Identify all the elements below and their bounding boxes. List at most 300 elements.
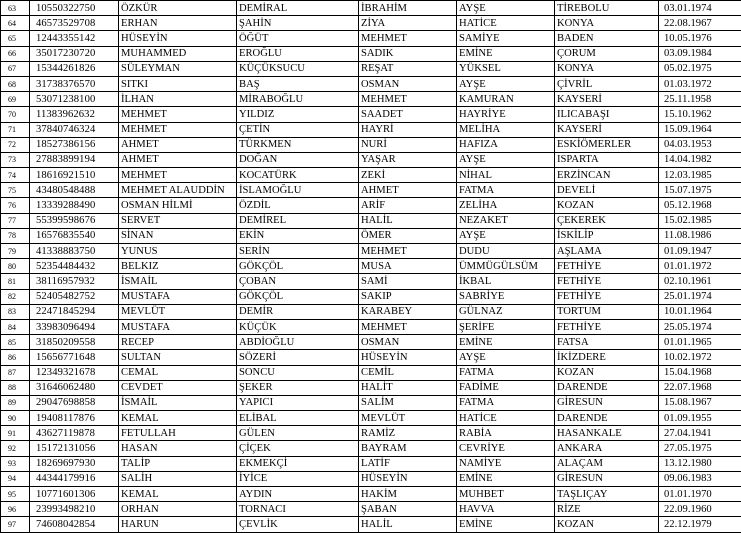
table-row <box>1 365 741 380</box>
first-name-cell: AHMET <box>119 137 237 152</box>
id-number-cell: 31738376570 <box>30 76 119 91</box>
mother-name-cell: AYŞE <box>457 228 555 243</box>
mother-name-cell: HATİCE <box>457 411 555 426</box>
id-number-cell: 31646062480 <box>30 380 119 395</box>
table-row <box>1 411 741 426</box>
birthplace-cell: KAYSERİ <box>555 122 659 137</box>
table-row <box>1 244 741 259</box>
first-name-cell: MEHMET <box>119 168 237 183</box>
mother-name-cell: AYŞE <box>457 350 555 365</box>
father-name-cell: ZİYA <box>359 16 457 31</box>
last-name-cell: BAŞ <box>237 76 359 91</box>
first-name-cell: KEMAL <box>119 411 237 426</box>
birth-date-cell: 03.01.1974 <box>659 1 741 16</box>
last-name-cell: KOCATÜRK <box>237 168 359 183</box>
father-name-cell: OSMAN <box>359 76 457 91</box>
id-number-cell: 33983096494 <box>30 319 119 334</box>
table-row <box>1 319 741 334</box>
first-name-cell: HARUN <box>119 517 237 532</box>
first-name-cell: OSMAN HİLMİ <box>119 198 237 213</box>
id-number-cell: 41338883750 <box>30 244 119 259</box>
id-number-cell: 22471845294 <box>30 304 119 319</box>
table-row <box>1 168 741 183</box>
id-number-cell: 55399598676 <box>30 213 119 228</box>
first-name-cell: ERHAN <box>119 16 237 31</box>
mother-name-cell: EMİNE <box>457 517 555 532</box>
row-number-cell: 83 <box>1 304 30 319</box>
last-name-cell: TÜRKMEN <box>237 137 359 152</box>
birth-date-cell: 04.03.1953 <box>659 137 741 152</box>
father-name-cell: HALİT <box>359 380 457 395</box>
first-name-cell: İSMAİL <box>119 274 237 289</box>
last-name-cell: AYDIN <box>237 487 359 502</box>
row-number-cell: 95 <box>1 487 30 502</box>
first-name-cell: MEVLÜT <box>119 304 237 319</box>
id-number-cell: 38116957932 <box>30 274 119 289</box>
birth-date-cell: 01.09.1947 <box>659 244 741 259</box>
first-name-cell: SİNAN <box>119 228 237 243</box>
id-number-cell: 10771601306 <box>30 487 119 502</box>
id-number-cell: 12349321678 <box>30 365 119 380</box>
mother-name-cell: HAFIZA <box>457 137 555 152</box>
father-name-cell: HALİL <box>359 213 457 228</box>
father-name-cell: İBRAHİM <box>359 1 457 16</box>
birthplace-cell: FETHİYE <box>555 274 659 289</box>
id-number-cell: 52405482752 <box>30 289 119 304</box>
birth-date-cell: 05.12.1968 <box>659 198 741 213</box>
first-name-cell: ORHAN <box>119 502 237 517</box>
birthplace-cell: İKİZDERE <box>555 350 659 365</box>
first-name-cell: ÖZKÜR <box>119 1 237 16</box>
mother-name-cell: MELİHA <box>457 122 555 137</box>
id-number-cell: 43627119878 <box>30 426 119 441</box>
mother-name-cell: RABİA <box>457 426 555 441</box>
first-name-cell: HÜSEYİN <box>119 31 237 46</box>
birth-date-cell: 25.11.1958 <box>659 92 741 107</box>
row-number-cell: 81 <box>1 274 30 289</box>
last-name-cell: TORNACI <box>237 502 359 517</box>
id-number-cell: 35017230720 <box>30 46 119 61</box>
first-name-cell: TALİP <box>119 456 237 471</box>
birth-date-cell: 09.06.1983 <box>659 471 741 486</box>
first-name-cell: İLHAN <box>119 92 237 107</box>
last-name-cell: ŞEKER <box>237 380 359 395</box>
row-number-cell: 76 <box>1 198 30 213</box>
first-name-cell: SERVET <box>119 213 237 228</box>
last-name-cell: EROĞLU <box>237 46 359 61</box>
last-name-cell: EKİN <box>237 228 359 243</box>
id-number-cell: 16576835540 <box>30 228 119 243</box>
row-number-cell: 78 <box>1 228 30 243</box>
father-name-cell: HALİL <box>359 517 457 532</box>
row-number-cell: 86 <box>1 350 30 365</box>
table-row <box>1 213 741 228</box>
birth-date-cell: 10.01.1964 <box>659 304 741 319</box>
last-name-cell: ÇEVLİK <box>237 517 359 532</box>
father-name-cell: HAKİM <box>359 487 457 502</box>
table-row <box>1 152 741 167</box>
table-row <box>1 76 741 91</box>
birth-date-cell: 12.03.1985 <box>659 168 741 183</box>
birthplace-cell: ISPARTA <box>555 152 659 167</box>
row-number-cell: 69 <box>1 92 30 107</box>
id-number-cell: 44344179916 <box>30 471 119 486</box>
row-number-cell: 87 <box>1 365 30 380</box>
birth-date-cell: 22.09.1960 <box>659 502 741 517</box>
mother-name-cell: FADİME <box>457 380 555 395</box>
first-name-cell: YUNUS <box>119 244 237 259</box>
mother-name-cell: EMİNE <box>457 46 555 61</box>
birth-date-cell: 02.10.1961 <box>659 274 741 289</box>
birthplace-cell: ERZİNCAN <box>555 168 659 183</box>
first-name-cell: İSMAİL <box>119 395 237 410</box>
last-name-cell: KÜÇÜK <box>237 319 359 334</box>
table-row <box>1 198 741 213</box>
row-number-cell: 68 <box>1 76 30 91</box>
row-number-cell: 84 <box>1 319 30 334</box>
mother-name-cell: KAMURAN <box>457 92 555 107</box>
birth-date-cell: 10.05.1976 <box>659 31 741 46</box>
birthplace-cell: FETHİYE <box>555 289 659 304</box>
last-name-cell: GÜLEN <box>237 426 359 441</box>
first-name-cell: MUHAMMED <box>119 46 237 61</box>
table-row <box>1 183 741 198</box>
father-name-cell: MEHMET <box>359 244 457 259</box>
id-number-cell: 19408117876 <box>30 411 119 426</box>
father-name-cell: HÜSEYİN <box>359 350 457 365</box>
first-name-cell: SULTAN <box>119 350 237 365</box>
table-row <box>1 259 741 274</box>
id-number-cell: 11383962632 <box>30 107 119 122</box>
first-name-cell: MEHMET ALAUDDİN <box>119 183 237 198</box>
id-number-cell: 46573529708 <box>30 16 119 31</box>
last-name-cell: SÖZERİ <box>237 350 359 365</box>
first-name-cell: BELKIZ <box>119 259 237 274</box>
id-number-cell: 27883899194 <box>30 152 119 167</box>
id-number-cell: 15656771648 <box>30 350 119 365</box>
row-number-cell: 74 <box>1 168 30 183</box>
mother-name-cell: YÜKSEL <box>457 61 555 76</box>
father-name-cell: MEHMET <box>359 92 457 107</box>
mother-name-cell: SABRİYE <box>457 289 555 304</box>
mother-name-cell: NİHAL <box>457 168 555 183</box>
mother-name-cell: MUHBET <box>457 487 555 502</box>
table-row <box>1 61 741 76</box>
row-number-cell: 71 <box>1 122 30 137</box>
table-row <box>1 380 741 395</box>
last-name-cell: DEMİR <box>237 304 359 319</box>
row-number-cell: 66 <box>1 46 30 61</box>
row-number-cell: 65 <box>1 31 30 46</box>
last-name-cell: ŞAHİN <box>237 16 359 31</box>
row-number-cell: 79 <box>1 244 30 259</box>
id-number-cell: 13339288490 <box>30 198 119 213</box>
last-name-cell: DEMİREL <box>237 213 359 228</box>
birth-date-cell: 15.10.1962 <box>659 107 741 122</box>
birthplace-cell: ESKİÖMERLER <box>555 137 659 152</box>
first-name-cell: MUSTAFA <box>119 319 237 334</box>
row-number-cell: 82 <box>1 289 30 304</box>
table-row <box>1 426 741 441</box>
father-name-cell: SADIK <box>359 46 457 61</box>
row-number-cell: 67 <box>1 61 30 76</box>
first-name-cell: RECEP <box>119 335 237 350</box>
id-number-cell: 43480548488 <box>30 183 119 198</box>
table-row <box>1 274 741 289</box>
id-number-cell: 29047698858 <box>30 395 119 410</box>
father-name-cell: RAMİZ <box>359 426 457 441</box>
mother-name-cell: HAYRİYE <box>457 107 555 122</box>
birth-date-cell: 03.09.1984 <box>659 46 741 61</box>
birth-date-cell: 15.09.1964 <box>659 122 741 137</box>
mother-name-cell: FATMA <box>457 365 555 380</box>
first-name-cell: CEVDET <box>119 380 237 395</box>
father-name-cell: CEMİL <box>359 365 457 380</box>
birth-date-cell: 22.12.1979 <box>659 517 741 532</box>
row-number-cell: 75 <box>1 183 30 198</box>
id-number-cell: 37840746324 <box>30 122 119 137</box>
father-name-cell: SAMİ <box>359 274 457 289</box>
last-name-cell: ELİBAL <box>237 411 359 426</box>
table-row <box>1 107 741 122</box>
birth-date-cell: 15.04.1968 <box>659 365 741 380</box>
row-number-cell: 72 <box>1 137 30 152</box>
id-number-cell: 18269697930 <box>30 456 119 471</box>
last-name-cell: ÇİÇEK <box>237 441 359 456</box>
mother-name-cell: ŞERİFE <box>457 319 555 334</box>
last-name-cell: SERİN <box>237 244 359 259</box>
birth-date-cell: 22.08.1967 <box>659 16 741 31</box>
last-name-cell: YILDIZ <box>237 107 359 122</box>
birth-date-cell: 15.08.1967 <box>659 395 741 410</box>
row-number-cell: 93 <box>1 456 30 471</box>
id-number-cell: 15344261826 <box>30 61 119 76</box>
father-name-cell: SAADET <box>359 107 457 122</box>
mother-name-cell: HAVVA <box>457 502 555 517</box>
last-name-cell: ABDİOĞLU <box>237 335 359 350</box>
mother-name-cell: AYŞE <box>457 76 555 91</box>
table-row <box>1 304 741 319</box>
table-row <box>1 441 741 456</box>
row-number-cell: 80 <box>1 259 30 274</box>
id-number-cell: 10550322750 <box>30 1 119 16</box>
birth-date-cell: 25.01.1974 <box>659 289 741 304</box>
last-name-cell: GÖKÇÖL <box>237 259 359 274</box>
last-name-cell: DOĞAN <box>237 152 359 167</box>
birthplace-cell: FATSA <box>555 335 659 350</box>
birth-date-cell: 01.01.1972 <box>659 259 741 274</box>
row-number-cell: 77 <box>1 213 30 228</box>
birthplace-cell: ÇİVRİL <box>555 76 659 91</box>
father-name-cell: NURİ <box>359 137 457 152</box>
birthplace-cell: KOZAN <box>555 365 659 380</box>
birthplace-cell: BADEN <box>555 31 659 46</box>
mother-name-cell: ÜMMÜGÜLSÜM <box>457 259 555 274</box>
mother-name-cell: AYŞE <box>457 152 555 167</box>
father-name-cell: KARABEY <box>359 304 457 319</box>
row-number-cell: 70 <box>1 107 30 122</box>
birth-date-cell: 11.08.1986 <box>659 228 741 243</box>
father-name-cell: MEHMET <box>359 319 457 334</box>
birthplace-cell: HASANKALE <box>555 426 659 441</box>
birthplace-cell: KAYSERİ <box>555 92 659 107</box>
row-number-cell: 96 <box>1 502 30 517</box>
table-row <box>1 471 741 486</box>
mother-name-cell: NAMİYE <box>457 456 555 471</box>
birthplace-cell: KONYA <box>555 61 659 76</box>
last-name-cell: EKMEKÇİ <box>237 456 359 471</box>
birthplace-cell: FETHİYE <box>555 259 659 274</box>
father-name-cell: OSMAN <box>359 335 457 350</box>
last-name-cell: İSLAMOĞLU <box>237 183 359 198</box>
father-name-cell: ZEKİ <box>359 168 457 183</box>
first-name-cell: FETULLAH <box>119 426 237 441</box>
father-name-cell: AHMET <box>359 183 457 198</box>
id-number-cell: 52354484432 <box>30 259 119 274</box>
mother-name-cell: AYŞE <box>457 1 555 16</box>
last-name-cell: SONCU <box>237 365 359 380</box>
first-name-cell: CEMAL <box>119 365 237 380</box>
father-name-cell: ARİF <box>359 198 457 213</box>
father-name-cell: LATİF <box>359 456 457 471</box>
table-row <box>1 46 741 61</box>
first-name-cell: KEMAL <box>119 487 237 502</box>
row-number-cell: 64 <box>1 16 30 31</box>
father-name-cell: REŞAT <box>359 61 457 76</box>
mother-name-cell: EMİNE <box>457 335 555 350</box>
first-name-cell: MUSTAFA <box>119 289 237 304</box>
birthplace-cell: ÇORUM <box>555 46 659 61</box>
last-name-cell: ÖZDİL <box>237 198 359 213</box>
last-name-cell: ÇOBAN <box>237 274 359 289</box>
table-row <box>1 502 741 517</box>
father-name-cell: ŞABAN <box>359 502 457 517</box>
birth-date-cell: 01.09.1955 <box>659 411 741 426</box>
birthplace-cell: GİRESUN <box>555 395 659 410</box>
last-name-cell: DEMİRAL <box>237 1 359 16</box>
birthplace-cell: ANKARA <box>555 441 659 456</box>
mother-name-cell: FATMA <box>457 183 555 198</box>
row-number-cell: 85 <box>1 335 30 350</box>
first-name-cell: HASAN <box>119 441 237 456</box>
table-row <box>1 92 741 107</box>
first-name-cell: MEHMET <box>119 122 237 137</box>
mother-name-cell: DUDU <box>457 244 555 259</box>
mother-name-cell: SAMİYE <box>457 31 555 46</box>
last-name-cell: KÜÇÜKSUCU <box>237 61 359 76</box>
id-number-cell: 23993498210 <box>30 502 119 517</box>
table-row <box>1 228 741 243</box>
birthplace-cell: ALAÇAM <box>555 456 659 471</box>
last-name-cell: MİRABOĞLU <box>237 92 359 107</box>
first-name-cell: SÜLEYMAN <box>119 61 237 76</box>
id-number-cell: 74608042854 <box>30 517 119 532</box>
birth-date-cell: 15.02.1985 <box>659 213 741 228</box>
birthplace-cell: DEVELİ <box>555 183 659 198</box>
birth-date-cell: 10.02.1972 <box>659 350 741 365</box>
table-row <box>1 289 741 304</box>
row-number-cell: 88 <box>1 380 30 395</box>
row-number-cell: 63 <box>1 1 30 16</box>
table-row <box>1 456 741 471</box>
table-row <box>1 122 741 137</box>
mother-name-cell: NEZAKET <box>457 213 555 228</box>
birth-date-cell: 01.01.1965 <box>659 335 741 350</box>
birth-date-cell: 27.05.1975 <box>659 441 741 456</box>
mother-name-cell: ZELİHA <box>457 198 555 213</box>
table-row <box>1 31 741 46</box>
first-name-cell: SALİH <box>119 471 237 486</box>
last-name-cell: YAPICI <box>237 395 359 410</box>
table-row <box>1 137 741 152</box>
birthplace-cell: TAŞLIÇAY <box>555 487 659 502</box>
row-number-cell: 89 <box>1 395 30 410</box>
father-name-cell: YAŞAR <box>359 152 457 167</box>
row-number-cell: 92 <box>1 441 30 456</box>
father-name-cell: SAKIP <box>359 289 457 304</box>
mother-name-cell: EMİNE <box>457 471 555 486</box>
birth-date-cell: 01.03.1972 <box>659 76 741 91</box>
father-name-cell: MEHMET <box>359 31 457 46</box>
row-number-cell: 94 <box>1 471 30 486</box>
birthplace-cell: DARENDE <box>555 380 659 395</box>
birth-date-cell: 27.04.1941 <box>659 426 741 441</box>
birthplace-cell: GİRESUN <box>555 471 659 486</box>
id-number-cell: 53071238100 <box>30 92 119 107</box>
last-name-cell: İYİCE <box>237 471 359 486</box>
birth-date-cell: 01.01.1970 <box>659 487 741 502</box>
id-number-cell: 31850209558 <box>30 335 119 350</box>
mother-name-cell: FATMA <box>457 395 555 410</box>
row-number-cell: 97 <box>1 517 30 532</box>
birthplace-cell: KOZAN <box>555 198 659 213</box>
table-row <box>1 1 741 16</box>
last-name-cell: ÇETİN <box>237 122 359 137</box>
id-number-cell: 15172131056 <box>30 441 119 456</box>
table-row <box>1 350 741 365</box>
birthplace-cell: KOZAN <box>555 517 659 532</box>
first-name-cell: MEHMET <box>119 107 237 122</box>
mother-name-cell: HATİCE <box>457 16 555 31</box>
birthplace-cell: FETHİYE <box>555 319 659 334</box>
table-row <box>1 517 741 532</box>
birthplace-cell: TİREBOLU <box>555 1 659 16</box>
father-name-cell: ÖMER <box>359 228 457 243</box>
id-number-cell: 12443355142 <box>30 31 119 46</box>
father-name-cell: MEVLÜT <box>359 411 457 426</box>
birthplace-cell: TORTUM <box>555 304 659 319</box>
birthplace-cell: RİZE <box>555 502 659 517</box>
mother-name-cell: CEVRİYE <box>457 441 555 456</box>
father-name-cell: SALİM <box>359 395 457 410</box>
last-name-cell: ÖĞÜT <box>237 31 359 46</box>
mother-name-cell: İKBAL <box>457 274 555 289</box>
father-name-cell: HAYRİ <box>359 122 457 137</box>
birth-date-cell: 05.02.1975 <box>659 61 741 76</box>
birthplace-cell: ILICABAŞI <box>555 107 659 122</box>
birth-date-cell: 25.05.1974 <box>659 319 741 334</box>
table-row <box>1 395 741 410</box>
first-name-cell: SITKI <box>119 76 237 91</box>
row-number-cell: 90 <box>1 411 30 426</box>
birth-date-cell: 13.12.1980 <box>659 456 741 471</box>
table-row <box>1 487 741 502</box>
mother-name-cell: GÜLNAZ <box>457 304 555 319</box>
row-number-cell: 73 <box>1 152 30 167</box>
birthplace-cell: DARENDE <box>555 411 659 426</box>
id-number-cell: 18616921510 <box>30 168 119 183</box>
birthplace-cell: AŞLAMA <box>555 244 659 259</box>
